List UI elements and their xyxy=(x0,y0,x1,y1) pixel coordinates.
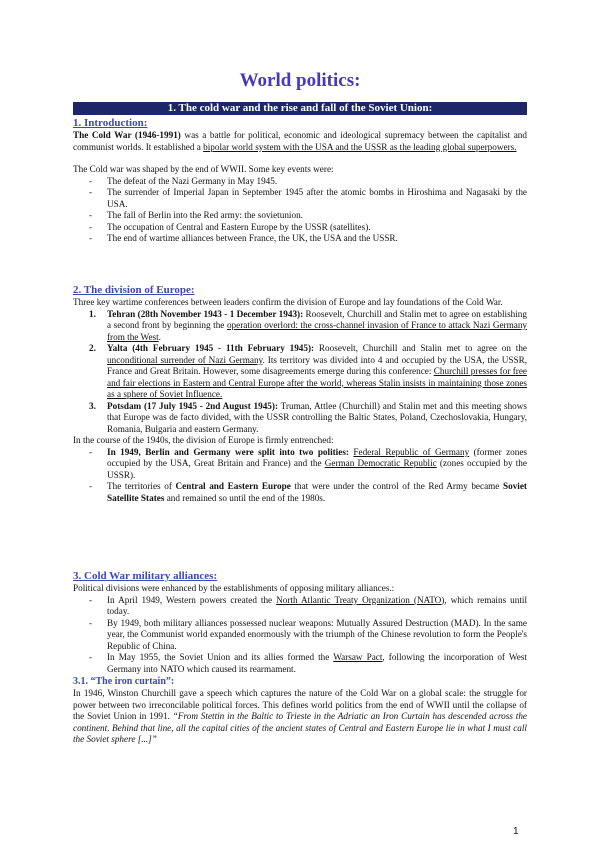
intro-text: was a battle for political, economic and ideological supremacy between the capitalist and communist worlds. It established a xyxy=(73,130,527,152)
iron-curtain-paragraph xyxy=(73,688,527,746)
conference-title: Yalta (4th February 1945 - 11th February 1945): xyxy=(107,343,315,353)
alliances-section xyxy=(73,570,527,746)
alliances-intro: Political divisions were enhanced by the establishments of opposing military alliances.: xyxy=(73,583,395,593)
item-text: (former zones occupied by the USA, Great Britain and France) and the xyxy=(107,446,527,468)
emphasis: Central and Eastern Europe xyxy=(175,481,291,491)
entrenched-list xyxy=(73,447,527,505)
section-banner: 1. The cold war and the rise and fall of the Soviet Union: xyxy=(73,102,527,115)
item-text: and remained so until the end of the 1980s. xyxy=(164,492,326,503)
emphasis: In 1949, Berlin and Germany were split into two polities: xyxy=(107,446,349,457)
intro-section xyxy=(73,117,527,245)
list-item: - The surrender of Imperial Japan in September 1945 after the atomic bombs in Hiroshima and Nagasaki by the USA. xyxy=(73,187,527,210)
list-item: - The fall of Berlin into the Red army: the sovietunion. xyxy=(73,210,527,222)
list-item xyxy=(73,618,527,653)
conference-text: Roosevelt, Churchill and Stalin met to agree on the xyxy=(314,343,527,353)
iron-curtain-heading: 3.1. “The iron curtain”: xyxy=(73,676,175,687)
warsaw-pact-highlight: Warsaw Pact xyxy=(333,652,383,662)
list-number: 2. xyxy=(89,343,96,353)
alliances-list xyxy=(73,595,527,676)
conference-text: Truman, Attlee (Churchill) and Stalin met and this meeting shows that Europe was de facto divided, with the USSR controlling the Baltic States, Poland, Czechoslovakia, Hungary, Romania, Bulgaria and eastern Germany. xyxy=(107,400,527,434)
list-number: 1. xyxy=(89,308,96,319)
nato-highlight: North Atlantic Treaty Organization (NATO) xyxy=(276,594,445,605)
item-text: , which remains until today. xyxy=(107,594,527,616)
conference-text: . xyxy=(158,331,161,342)
list-item: - The occupation of Central and Eastern Europe by the USSR (satellites). xyxy=(73,222,527,234)
item-text: , following the incorporation of West Germany into NATO which caused its rearmament. xyxy=(107,652,527,674)
item-text: that were under the control of the Red Army became xyxy=(290,481,503,491)
conference-highlight: Churchill presses for free and fair elections in Eastern and Central Europe after the world, whereas Stalin insists in maintaining those zones as a sphere of Soviet Influence. xyxy=(107,366,527,399)
gdr-highlight: German Democratic Republic xyxy=(324,458,437,468)
document-title: World politics: xyxy=(239,70,361,91)
page-number: 1 xyxy=(513,826,519,837)
cold-war-term: The Cold War (1946-1991) xyxy=(73,130,181,140)
list-item xyxy=(73,652,527,675)
list-number: 3. xyxy=(89,400,96,411)
key-events-lead: The Cold war was shaped by the end of WWII. Some key events were: xyxy=(73,164,334,174)
list-item xyxy=(73,447,527,482)
item-text: The territories of xyxy=(107,481,176,491)
key-events-list xyxy=(73,176,527,245)
churchill-quote: “From Stettin in the Baltic to Trieste in the Adriatic an Iron Curtain has descended across the continent. Behind that line, all the capital cities of the ancient states of Central and Eastern Europe lie in what I must call the Soviet sphere [...]” xyxy=(73,711,528,744)
conference-highlight: unconditional surrender of Nazi Germany xyxy=(107,354,263,365)
intro-heading: 1. Introduction: xyxy=(73,117,148,129)
item-text: In May 1955, the Soviet Union and its allies formed the xyxy=(107,652,334,662)
paragraph-text: In 1946, Winston Churchill gave a speech which captures the nature of the Cold War on a global scale: the struggle for power between two irreconcilable political forces. This defines world politics from the end of WWII until the collapse of the Soviet Union in 1991. xyxy=(73,688,527,721)
conference-yalta xyxy=(73,343,527,401)
list-item xyxy=(73,481,527,504)
division-heading: 2. The division of Europe: xyxy=(73,284,195,296)
alliances-heading: 3. Cold War military alliances: xyxy=(73,570,218,582)
division-intro: Three key wartime conferences between leaders confirm the division of Europe and lay foundations of the Cold War. xyxy=(73,297,503,307)
conference-text: Roosevelt, Churchill and Stalin met to agree on establishing a second front by beginning the xyxy=(107,308,527,330)
item-text: (zones occupied by the USSR). xyxy=(107,458,527,480)
conferences-list xyxy=(73,309,527,436)
intro-paragraph xyxy=(73,130,527,153)
item-text: In April 1949, Western powers created the xyxy=(107,594,277,605)
list-item xyxy=(73,595,527,618)
bipolar-highlight: bipolar world system with the USA and the USSR as the leading global superpowers. xyxy=(203,141,517,152)
item-text: By 1949, both military alliances possessed nuclear weapons: Mutually Assured Destruction (MAD). In the same year, the Communist world expanded enormously with the triumph of the Chinese revolution to form the People's Republic of China. xyxy=(107,617,527,651)
emphasis: Soviet Satellite States xyxy=(107,481,527,503)
conference-potsdam xyxy=(73,401,527,436)
conference-highlight: operation overlord: the cross-channel invasion of France to attack Nazi Germany from the West xyxy=(107,320,528,342)
division-section xyxy=(73,284,527,504)
frg-highlight: Federal Republic of Germany xyxy=(353,446,470,457)
list-item: - The defeat of the Nazi Germany in May 1945. xyxy=(73,176,527,188)
list-item: - The end of wartime alliances between France, the UK, the USA and the USSR. xyxy=(73,233,527,245)
division-course: In the course of the 1940s, the division of Europe is firmly entrenched: xyxy=(73,435,334,445)
conference-text: . Its territory was divided into 4 and occupied by the USA, the USSR, France and Great Britain. However, some disagreements emerge during this conference: xyxy=(107,354,527,376)
conference-tehran xyxy=(73,309,527,344)
conference-title: Potsdam (17 July 1945 - 2nd August 1945): xyxy=(107,400,279,411)
conference-title: Tehran (28th November 1943 - 1 December 1943): xyxy=(107,308,304,319)
